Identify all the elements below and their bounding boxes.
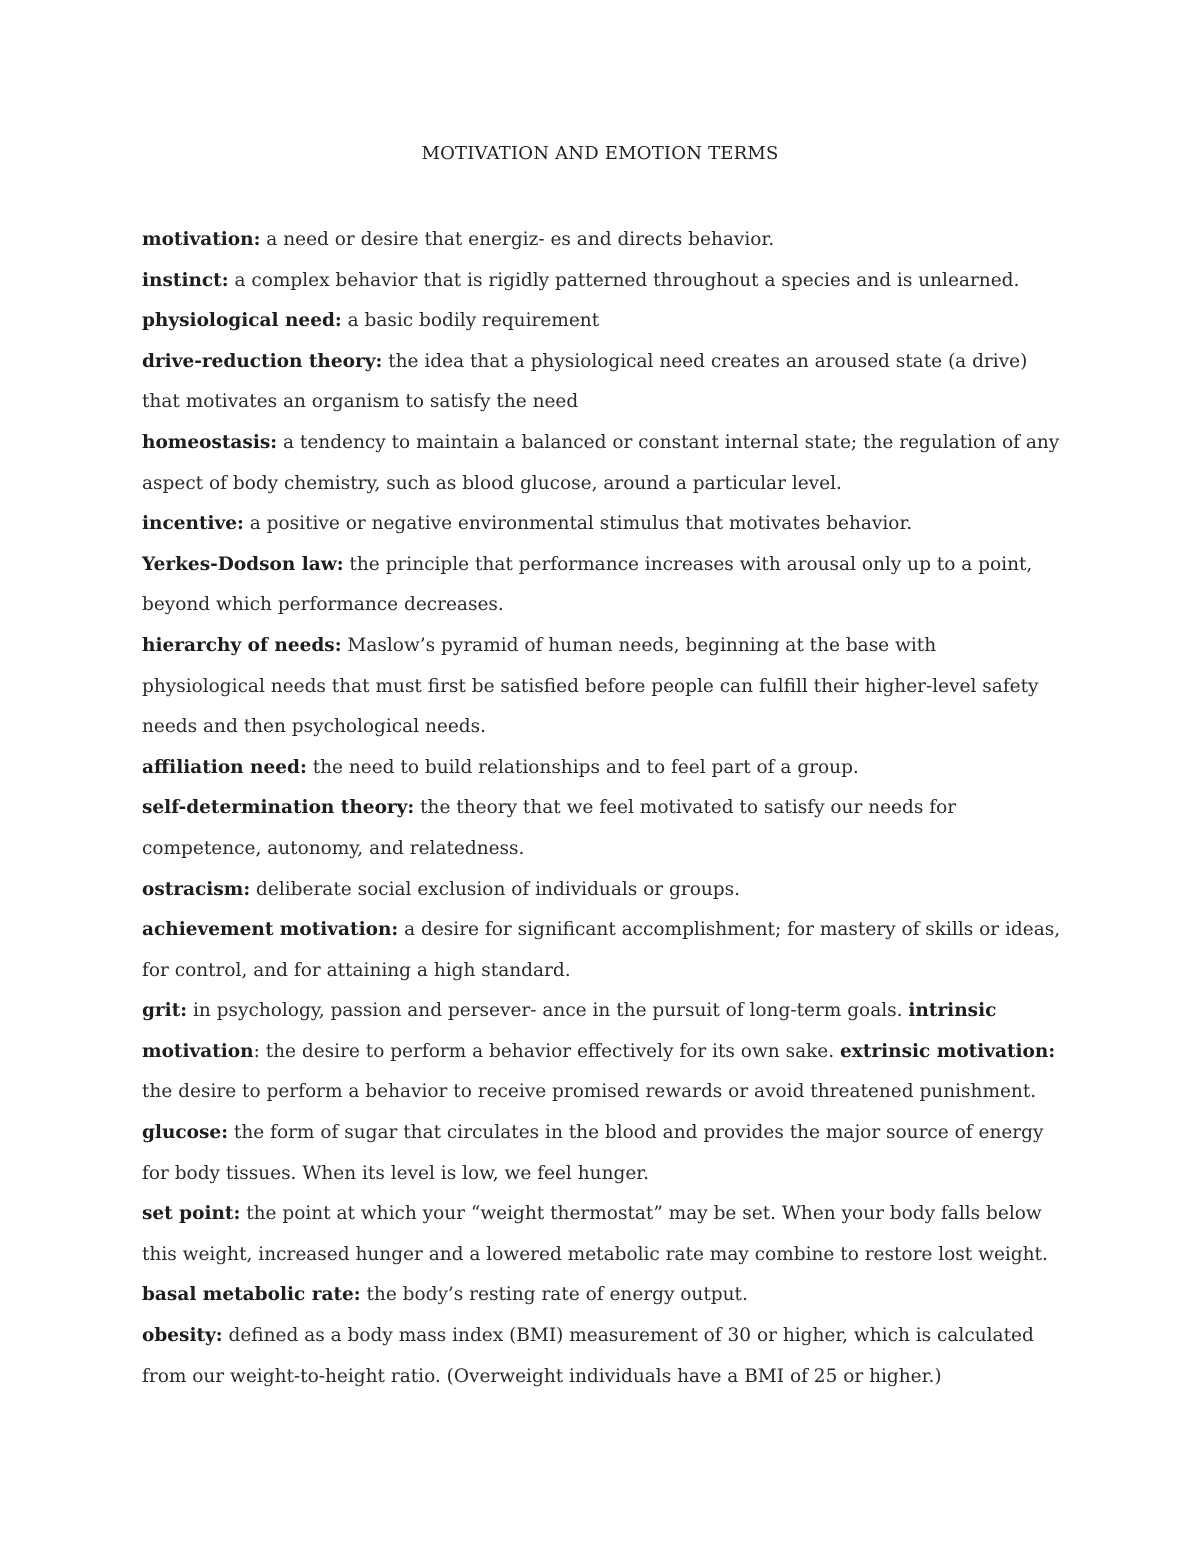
term-label: achievement motivation: — [142, 919, 399, 941]
document-title: MOTIVATION AND EMOTION TERMS — [421, 143, 779, 164]
glossary-entry-drive-reduction-theory — [142, 342, 1062, 423]
glossary-entry-ostracism — [142, 870, 1062, 911]
glossary-entry-affiliation-need — [142, 748, 1062, 789]
glossary-entry-physiological-need — [142, 301, 1062, 342]
glossary-entry-incentive — [142, 504, 1062, 545]
glossary-entry-set-point — [142, 1194, 1062, 1275]
term-definition: the need to build relationships and to feel part of a group. — [306, 756, 859, 778]
glossary-entry-self-determination-theory — [142, 788, 1062, 869]
term-label: homeostasis: — [142, 431, 278, 453]
term-definition: a basic bodily requirement — [341, 310, 600, 332]
glossary-entry-instinct — [142, 261, 1062, 302]
term-definition: a tendency to maintain a balanced or constant internal state; the regulation of any aspect of body chemistry, such as blood glucose, around a particular level. — [142, 431, 1060, 494]
term-definition: the form of sugar that circulates in the blood and provides the major source of energy for body tissues. When its level is low, we feel hunger. — [142, 1122, 1044, 1184]
term-label: drive-reduction theory: — [142, 350, 383, 372]
term-definition: a desire for significant accomplishment; for mastery of skills or ideas, for control, and for attaining a high standard. — [142, 919, 1061, 981]
term-label: obesity: — [142, 1325, 223, 1347]
term-definition: the point at which your “weight thermostat” may be set. When your body falls below this weight, increased hunger and a lowered metabolic rate may combine to restore lost weight. — [142, 1203, 1048, 1265]
term-label: Yerkes-Dodson law: — [142, 553, 344, 575]
glossary-entry-homeostasis — [142, 423, 1062, 504]
term-label: set point: — [142, 1203, 241, 1225]
term-definition-intrinsic-motivation: : the desire to perform a behavior effectively for its own sake. — [253, 1040, 835, 1062]
term-label: self-determination theory: — [142, 797, 415, 819]
term-label: incentive: — [142, 513, 244, 535]
term-definition: a complex behavior that is rigidly patterned throughout a species and is unlearned. — [228, 269, 1020, 291]
term-definition: deliberate social exclusion of individuals or groups. — [250, 878, 740, 900]
term-definition: a positive or negative environmental stimulus that motivates behavior. — [243, 513, 913, 535]
glossary-entry-achievement-motivation — [142, 910, 1062, 991]
term-label: physiological need: — [142, 310, 342, 332]
term-definition-extrinsic-motivation: the desire to perform a behavior to receive promised rewards or avoid threatened punishment. — [142, 1081, 1037, 1103]
term-label: basal metabolic rate: — [142, 1284, 361, 1306]
term-label-intrinsic-motivation: intrinsic motivation — [142, 1000, 997, 1062]
term-definition: the principle that performance increases with arousal only up to a point, beyond which performance decreases. — [142, 553, 1033, 616]
glossary-entry-grit — [142, 991, 1062, 1113]
term-definition: the theory that we feel motivated to satisfy our needs for competence, autonomy, and relatedness. — [142, 797, 957, 859]
glossary-entry-obesity — [142, 1316, 1062, 1397]
glossary-entry-basal-metabolic-rate — [142, 1275, 1062, 1316]
glossary-entry-hierarchy-of-needs — [142, 626, 1062, 748]
term-label: motivation: — [142, 229, 261, 250]
term-label: affiliation need: — [142, 756, 307, 778]
term-definition: defined as a body mass index (BMI) measurement of 30 or higher, which is calculated from our weight-to-height ratio. (Overweight individuals have a BMI of 25 or higher.) — [142, 1325, 1034, 1387]
term-label: ostracism: — [142, 878, 251, 900]
term-definition: the idea that a physiological need creates an aroused state (a drive) that motivates an organism to satisfy the need — [142, 350, 1028, 413]
glossary-entry-glucose — [142, 1113, 1062, 1194]
term-label-extrinsic-motivation: extrinsic motivation: — [840, 1040, 1056, 1062]
term-definition: in psychology, passion and persever- ance in the pursuit of long-term goals. — [187, 1000, 903, 1022]
glossary-body — [142, 220, 1062, 1397]
glossary-entry-yerkes-dodson-law — [142, 545, 1062, 626]
term-label: glucose: — [142, 1122, 229, 1144]
term-definition: the body’s resting rate of energy output. — [360, 1284, 748, 1306]
term-label: hierarchy of needs: — [142, 634, 342, 656]
glossary-entry-motivation — [142, 220, 1062, 261]
term-label: grit: — [142, 1000, 188, 1022]
term-label: instinct: — [142, 269, 229, 291]
term-definition: a need or desire that energiz- es and directs behavior. — [260, 229, 775, 250]
term-definition: Maslow’s pyramid of human needs, beginning at the base with physiological needs that must first be satisfied before people can fulfill their higher-level safety needs and then psychological needs. — [142, 634, 1039, 738]
